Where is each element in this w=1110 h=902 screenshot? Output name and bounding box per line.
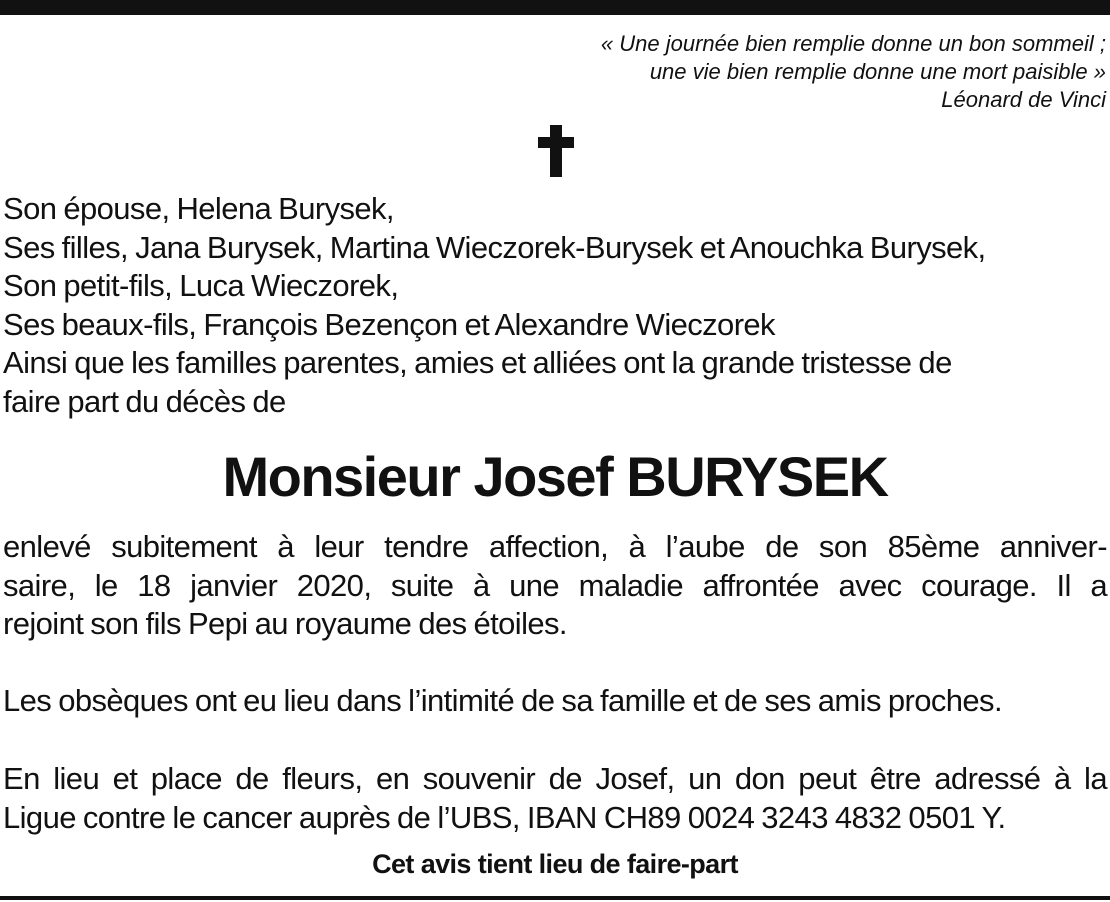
family-line: Ses beaux-fils, François Bezençon et Alexandre Wieczorek <box>3 306 775 342</box>
family-line: Son petit-fils, Luca Wieczorek, <box>3 268 399 303</box>
announcement-paragraph <box>3 528 1107 644</box>
funeral-line: Les obsèques ont eu lieu dans l’intimité de sa famille et de ses amis proches. <box>3 683 1002 718</box>
announcement-line: rejoint son fils Pepi au royaume des étoiles. <box>3 606 567 641</box>
announcement-line: saire, le 18 janvier 2020, suite à une maladie affrontée avec courage. Il a <box>3 567 1107 603</box>
donation-line: Ligue contre le cancer auprès de l’UBS, IBAN CH89 0024 3243 4832 0501 Y. <box>3 799 1006 835</box>
footer-notice: Cet avis tient lieu de faire-part <box>372 849 738 879</box>
donation-line: En lieu et place de fleurs, en souvenir de Josef, un don peut être adressé à la <box>3 761 1107 796</box>
family-list <box>3 190 1103 421</box>
top-border-rule <box>0 0 1110 15</box>
funeral-paragraph <box>3 682 1107 721</box>
family-line: Ainsi que les familles parentes, amies et alliées ont la grande tristesse de <box>3 345 952 380</box>
bottom-border-rule <box>0 896 1110 900</box>
announcement-line: enlevé subitement à leur tendre affection, à l’aube de son 85ème anniver- <box>3 529 1107 564</box>
deceased-name: Monsieur Josef BURYSEK <box>222 445 888 508</box>
family-line: faire part du décès de <box>3 383 286 419</box>
family-line: Son épouse, Helena Burysek, <box>3 191 394 226</box>
family-line: Ses filles, Jana Burysek, Martina Wieczorek-Burysek et Anouchka Burysek, <box>3 229 986 265</box>
donation-paragraph <box>3 760 1107 837</box>
epigraph-quote <box>406 30 1106 114</box>
latin-cross-icon <box>538 125 574 177</box>
quote-author: Léonard de Vinci <box>941 87 1106 112</box>
quote-line-2: une vie bien remplie donne une mort paisible » <box>649 59 1106 84</box>
quote-line-1: « Une journée bien remplie donne un bon sommeil ; <box>600 31 1106 56</box>
